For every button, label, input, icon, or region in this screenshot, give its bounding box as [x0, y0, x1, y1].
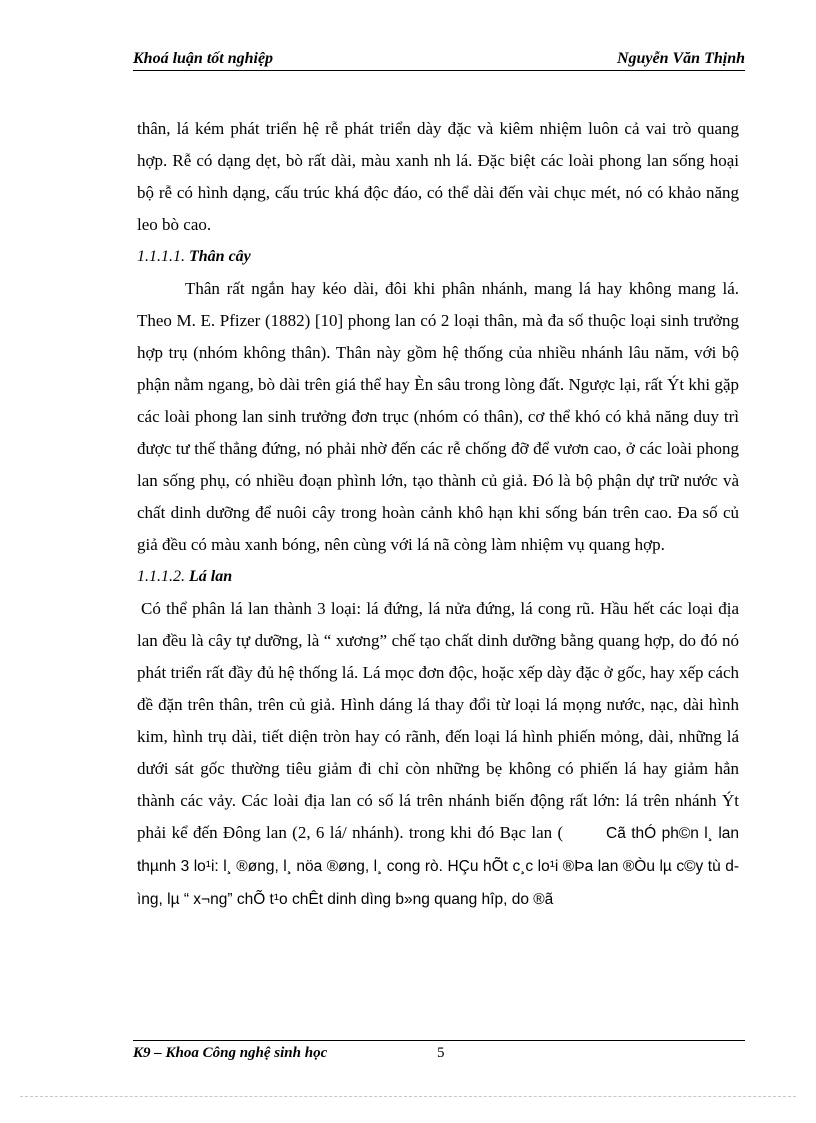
paragraph-text: Có thể phân lá lan thành 3 loại: lá đứng, lá nửa đứng, lá cong rũ. Hầu hết các loại địa lan đều là cây tự dưỡng, là “ xương” chế tạo chất dinh dưỡng bằng quang hợp, do đó nó phát triển rất đầy đủ hệ thống lá. Lá mọc đơn độc, hoặc xếp dày đặc ở gốc, hay xếp cách đề đặn trên thân, trên củ giả. Hình dáng lá thay đổi từ loại lá mọng nước, nạc, dài hình kim, hình trụ dài, tiết diện tròn hay có rãnh, đến loại lá hình phiến mỏng, dài, những lá dưới sát gốc thường tiêu giảm đi chỉ còn những bẹ không có phiến lá hay giảm hẳn thành các vảy. Các loài địa lan có số lá trên nhánh biến động rất lớn: lá trên nhánh Ýt phải kể đến Đông lan (2, 6 lá/ nhánh). trong khi đó Bạc lan (	[137, 599, 739, 842]
garbled-encoding-text: Cã thÓ ph©n l¸ lan thµnh 3 lo¹i: l¸ ®øng, l¸ nöa ®øng, l¸ cong rò. HÇu hÕt c¸c lo¹i ®Þa lan ®Òu lµ c©y tù dìng, lµ “ x¬ng” chÕ t¹o chÊt dinh dìng b»ng quang hîp, do ®ã	[137, 825, 740, 908]
header-author: Nguyễn Văn Thịnh	[616, 50, 745, 67]
section-title: Thân cây	[189, 248, 251, 265]
section-number: 1.1.1.1.	[137, 248, 185, 265]
section-title: Lá lan	[189, 568, 233, 585]
intro-paragraph: thân, lá kém phát triển hệ rễ phát triển dày đặc và kiêm nhiệm luôn cả vai trò quang hợp. Rễ có dạng dẹt, bò rất dài, màu xanh nh lá. Đặc biệt các loài phong lan sống hoại bộ rễ có hình dạng, cấu trúc khá độc đáo, có thể dài đến vài chục mét, nó có khảo năng leo bò cao.	[137, 119, 739, 234]
page-footer	[133, 1040, 745, 1061]
page-number: 5	[437, 1045, 445, 1061]
paragraph-la-lan	[137, 593, 739, 916]
page-body	[137, 113, 739, 916]
page-header	[133, 50, 745, 71]
page-break-line	[20, 1096, 796, 1097]
section-heading-la-lan	[137, 561, 739, 593]
section-number: 1.1.1.2.	[137, 568, 185, 585]
footer-department: K9 – Khoa Công nghệ sinh học	[133, 1045, 328, 1061]
header-thesis-label: Khoá luận tốt nghiệp	[133, 50, 274, 67]
paragraph-than-cay: Thân rất ngắn hay kéo dài, đôi khi phân nhánh, mang lá hay không mang lá. Theo M. E. Pfizer (1882) [10] phong lan có 2 loại thân, mà đa số thuộc loại sinh trưởng hợp trụ (nhóm không thân). Thân này gồm hệ thống của nhiều nhánh lâu năm, với bộ phận nằm ngang, bò dài trên giá thể hay Èn sâu trong lòng đất. Ngược lại, rất Ýt khi gặp các loài phong lan sinh trưởng đơn trục (nhóm có thân), cơ thể khó có khả năng duy trì được tư thế thẳng đứng, nó phải nhờ đến các rễ chống đỡ để vươn cao, ở các loài phong lan sống phụ, có nhiều đoạn phình lớn, tạo thành củ giả. Đó là bộ phận dự trữ nước và chất dinh dưỡng để nuôi cây trong hoàn cảnh khô hạn khi sống bán trên cao. Đa số củ giả đều có màu xanh bóng, nên cùng với lá nã còng làm nhiệm vụ quang hợp.	[137, 279, 739, 554]
section-heading-than-cay	[137, 241, 739, 273]
